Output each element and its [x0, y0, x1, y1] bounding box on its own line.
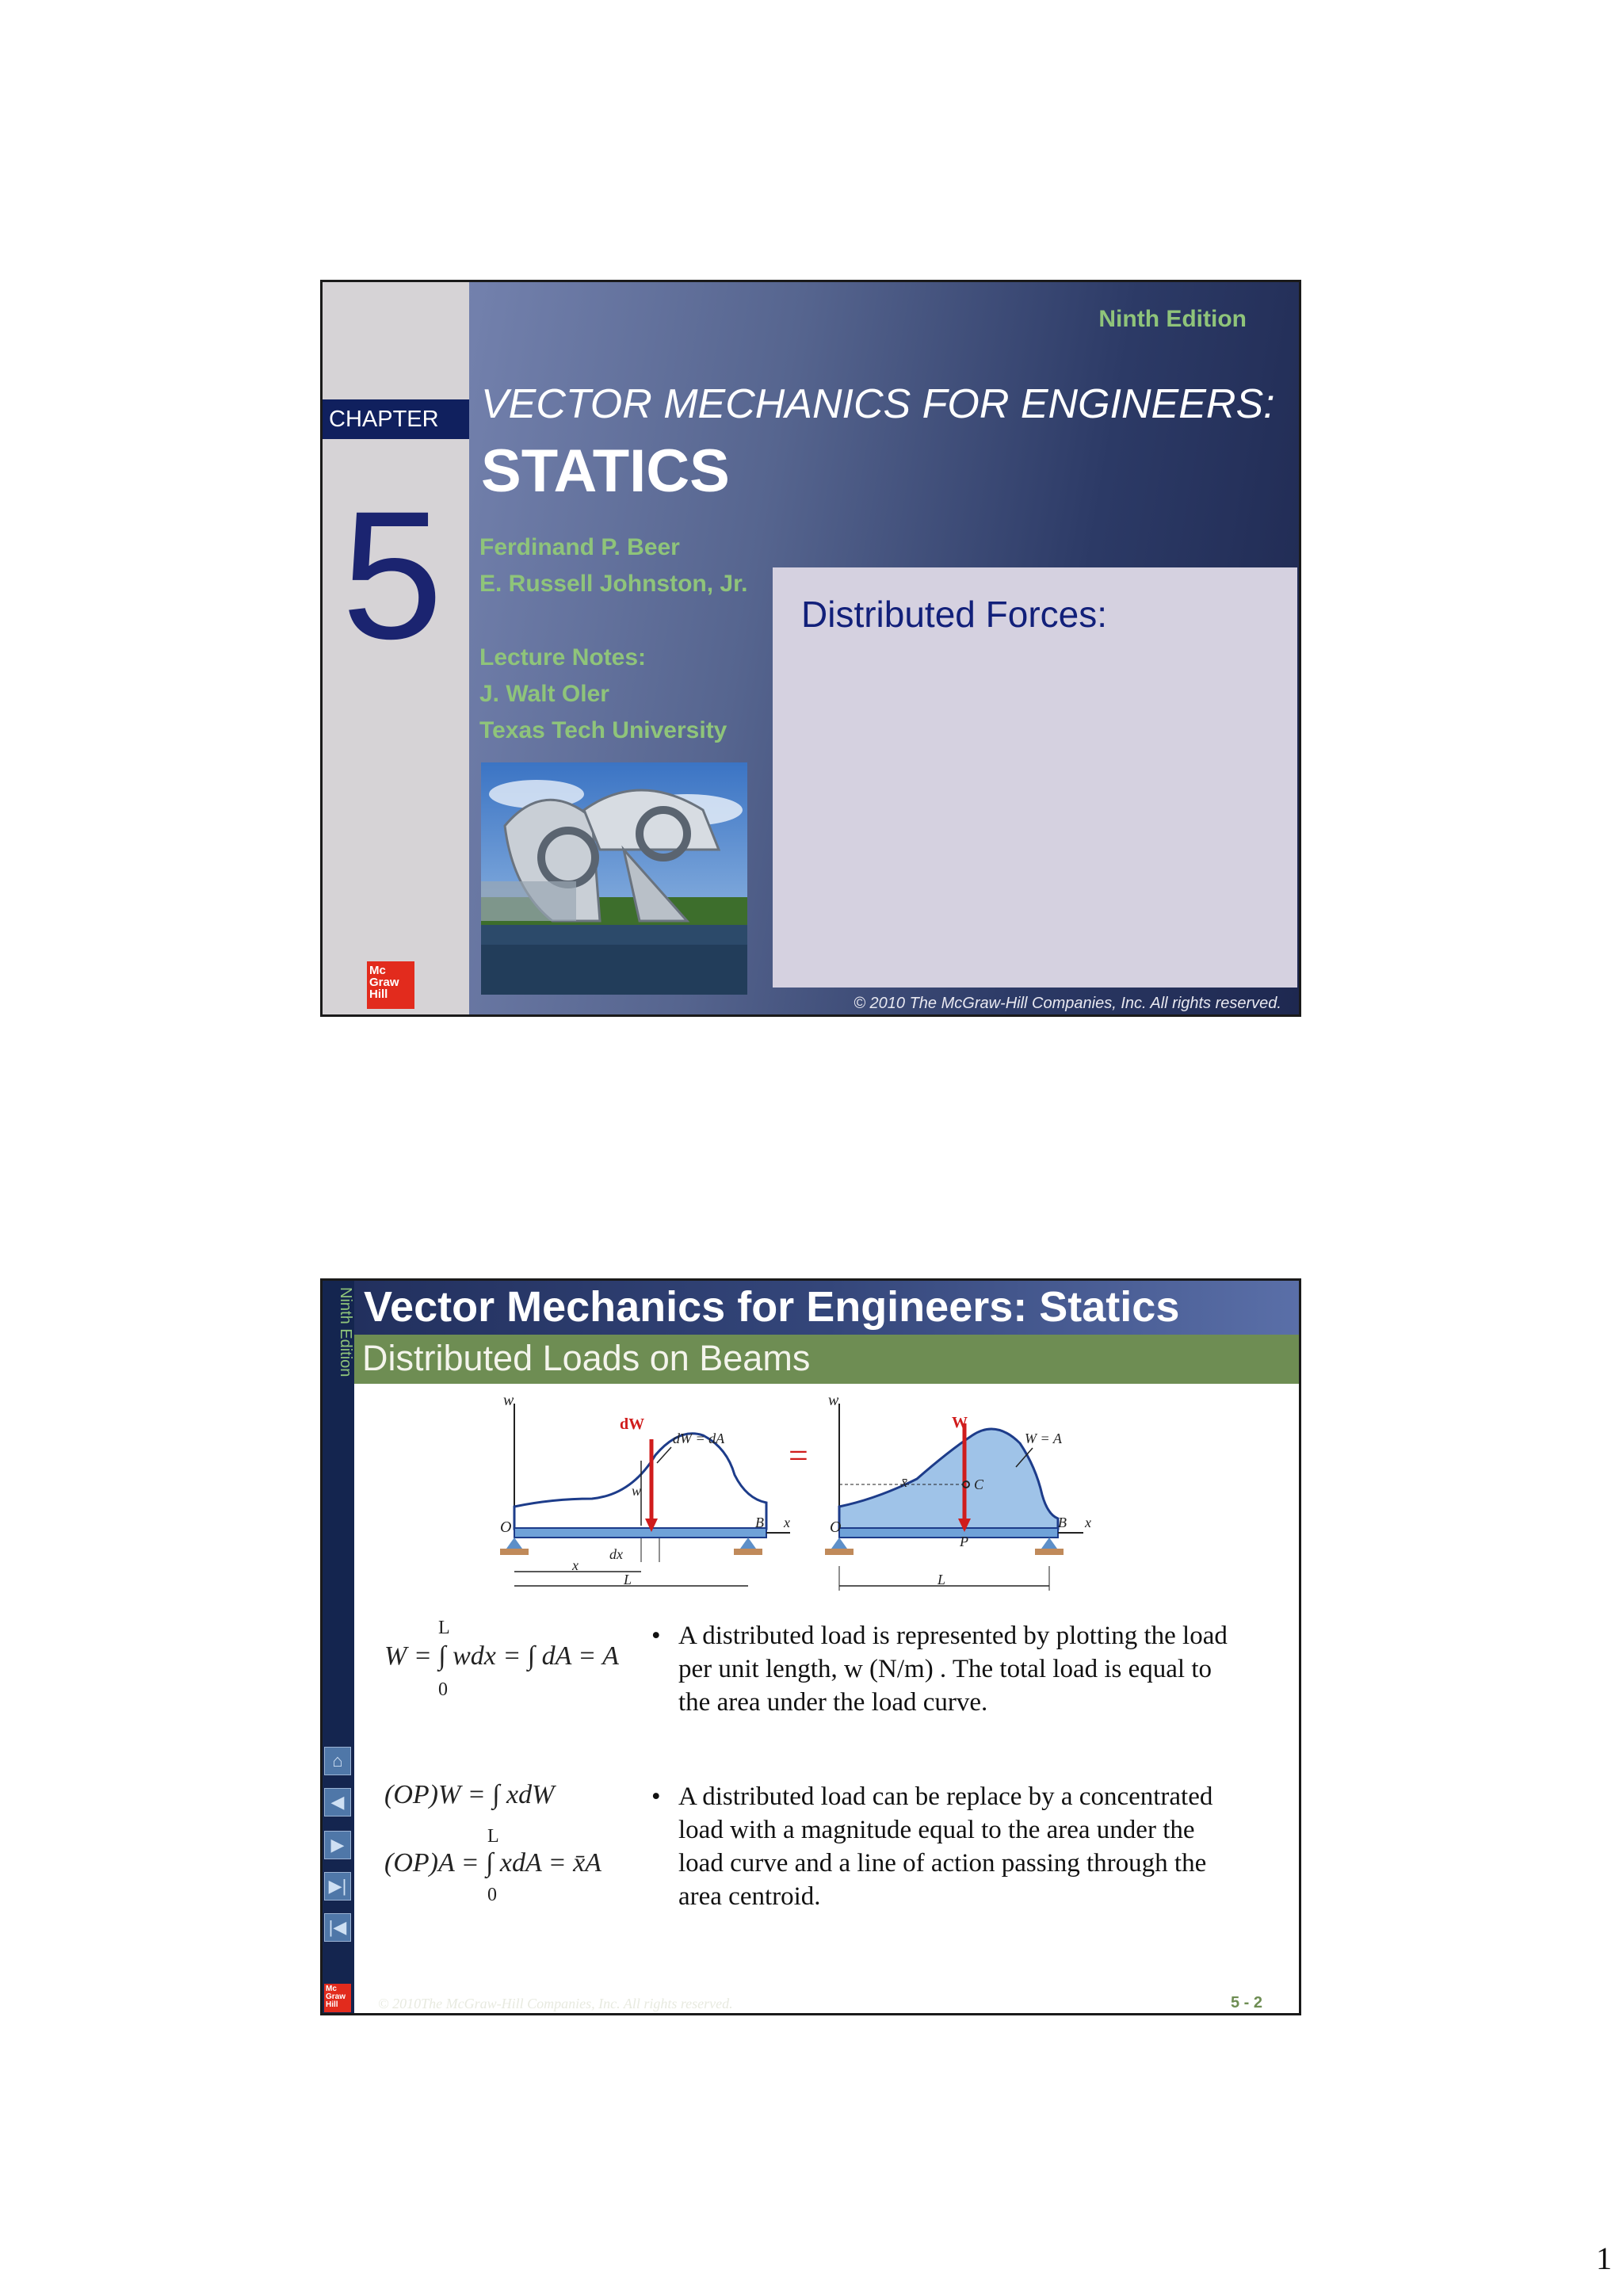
mcgraw-hill-logo: Mc Graw Hill [324, 1984, 351, 2012]
point-p-label: P [960, 1534, 968, 1549]
notes-author: J. Walt Oler [479, 681, 609, 707]
w-axis-label: w [503, 1392, 514, 1409]
topic-panel [773, 567, 1297, 988]
distributed-load-diagram [500, 1392, 790, 1587]
next-button[interactable] [324, 1831, 351, 1859]
first-button[interactable] [324, 1913, 351, 1942]
eq3-lower-limit: 0 [487, 1885, 497, 1905]
author-1: Ferdinand P. Beer [479, 534, 680, 560]
dw-arrow-label: dW [620, 1415, 645, 1433]
resultant-load-diagram [825, 1392, 1091, 1591]
beam-load-figure [473, 1388, 1155, 1594]
w-axis-label-right: w [828, 1392, 839, 1409]
bullet-distributed-load: • A distributed load is represented by plotting the load per unit length, w (N/m) . The total load is equal to the area under the load curve. [651, 1622, 1228, 1717]
equation-moment-w: (OP)W = ∫ xdW [384, 1780, 555, 1809]
home-button[interactable] [324, 1747, 351, 1775]
chapter-label: CHAPTER [323, 399, 469, 439]
notes-label: Lecture Notes: [479, 644, 647, 670]
slide-title: Vector Mechanics for Engineers: Statics [364, 1283, 1180, 1331]
skip-end-icon: ▶| [328, 1876, 347, 1896]
xbar-label: x̄ [901, 1474, 907, 1490]
eq1-upper-limit: L [438, 1618, 450, 1638]
w-height-label: w [632, 1483, 642, 1499]
edition-label: Ninth Edition [337, 1287, 354, 1377]
bullet-concentrated-load: • A distributed load can be replace by a concentrated load with a magnitude equal to the area under the load curve and a line of action passing through the area centroid. [651, 1782, 1213, 1911]
notes-university: Texas Tech University [479, 717, 727, 743]
x-axis-label: x [784, 1515, 790, 1530]
origin-label: O [500, 1519, 512, 1536]
book-title: VECTOR MECHANICS FOR ENGINEERS: [481, 381, 1275, 427]
content-slide [320, 1278, 1301, 2015]
dx-label: dx [609, 1546, 623, 1562]
triangle-right-icon: ▶ [330, 1835, 345, 1855]
support-b-label: B [755, 1515, 764, 1530]
eq3-upper-limit: L [487, 1826, 499, 1847]
w-equation-label: W = A [1025, 1431, 1062, 1446]
triangle-left-icon: ◀ [330, 1792, 345, 1812]
author-2: E. Russell Johnston, Jr. [479, 571, 748, 597]
eq1-lower-limit: 0 [438, 1679, 448, 1700]
l-dimension-label: L [624, 1572, 632, 1587]
slide-subtitle: Distributed Loads on Beams [362, 1338, 811, 1378]
copyright: © 2010The McGraw-Hill Companies, Inc. All rights reserved. [378, 1996, 733, 2011]
falkirk-wheel-photo [481, 762, 747, 995]
mcgraw-hill-logo: Mc Graw Hill [367, 961, 414, 1009]
subtitle-bar [354, 1335, 1299, 1384]
copyright: © 2010 The McGraw-Hill Companies, Inc. All rights reserved. [854, 995, 1281, 1012]
w-resultant-label: W [952, 1414, 968, 1431]
nav-sidebar [323, 1281, 354, 2013]
home-icon: ⌂ [332, 1751, 343, 1771]
support-b-label-right: B [1058, 1515, 1067, 1530]
l-dimension-label-right: L [938, 1572, 946, 1587]
slide-header [354, 1281, 1299, 1335]
x-axis-label-right: x [1085, 1515, 1091, 1530]
title-slide [320, 280, 1301, 1017]
dw-equation-label: dW = dA [673, 1431, 725, 1446]
equation-total-load: W = ∫ wdx = ∫ dA = A [384, 1641, 619, 1671]
slide-number: 5 - 2 [1230, 1994, 1262, 2011]
page-number: 1 [1596, 2241, 1612, 2276]
chapter-topic: Distributed Forces: [801, 594, 1108, 635]
centroid-label: C [974, 1477, 984, 1492]
edition-label: Ninth Edition [1098, 306, 1247, 332]
origin-label-right: O [830, 1519, 842, 1536]
chapter-number: 5 [342, 473, 443, 677]
equals-sign: = [789, 1436, 808, 1475]
equation-moment-a: (OP)A = ∫ xdA = x̄A [384, 1848, 601, 1878]
x-dimension-label: x [572, 1557, 579, 1573]
skip-start-icon: |◀ [328, 1917, 347, 1937]
last-button[interactable] [324, 1872, 351, 1901]
back-button[interactable] [324, 1788, 351, 1817]
book-subtitle: STATICS [481, 437, 730, 505]
